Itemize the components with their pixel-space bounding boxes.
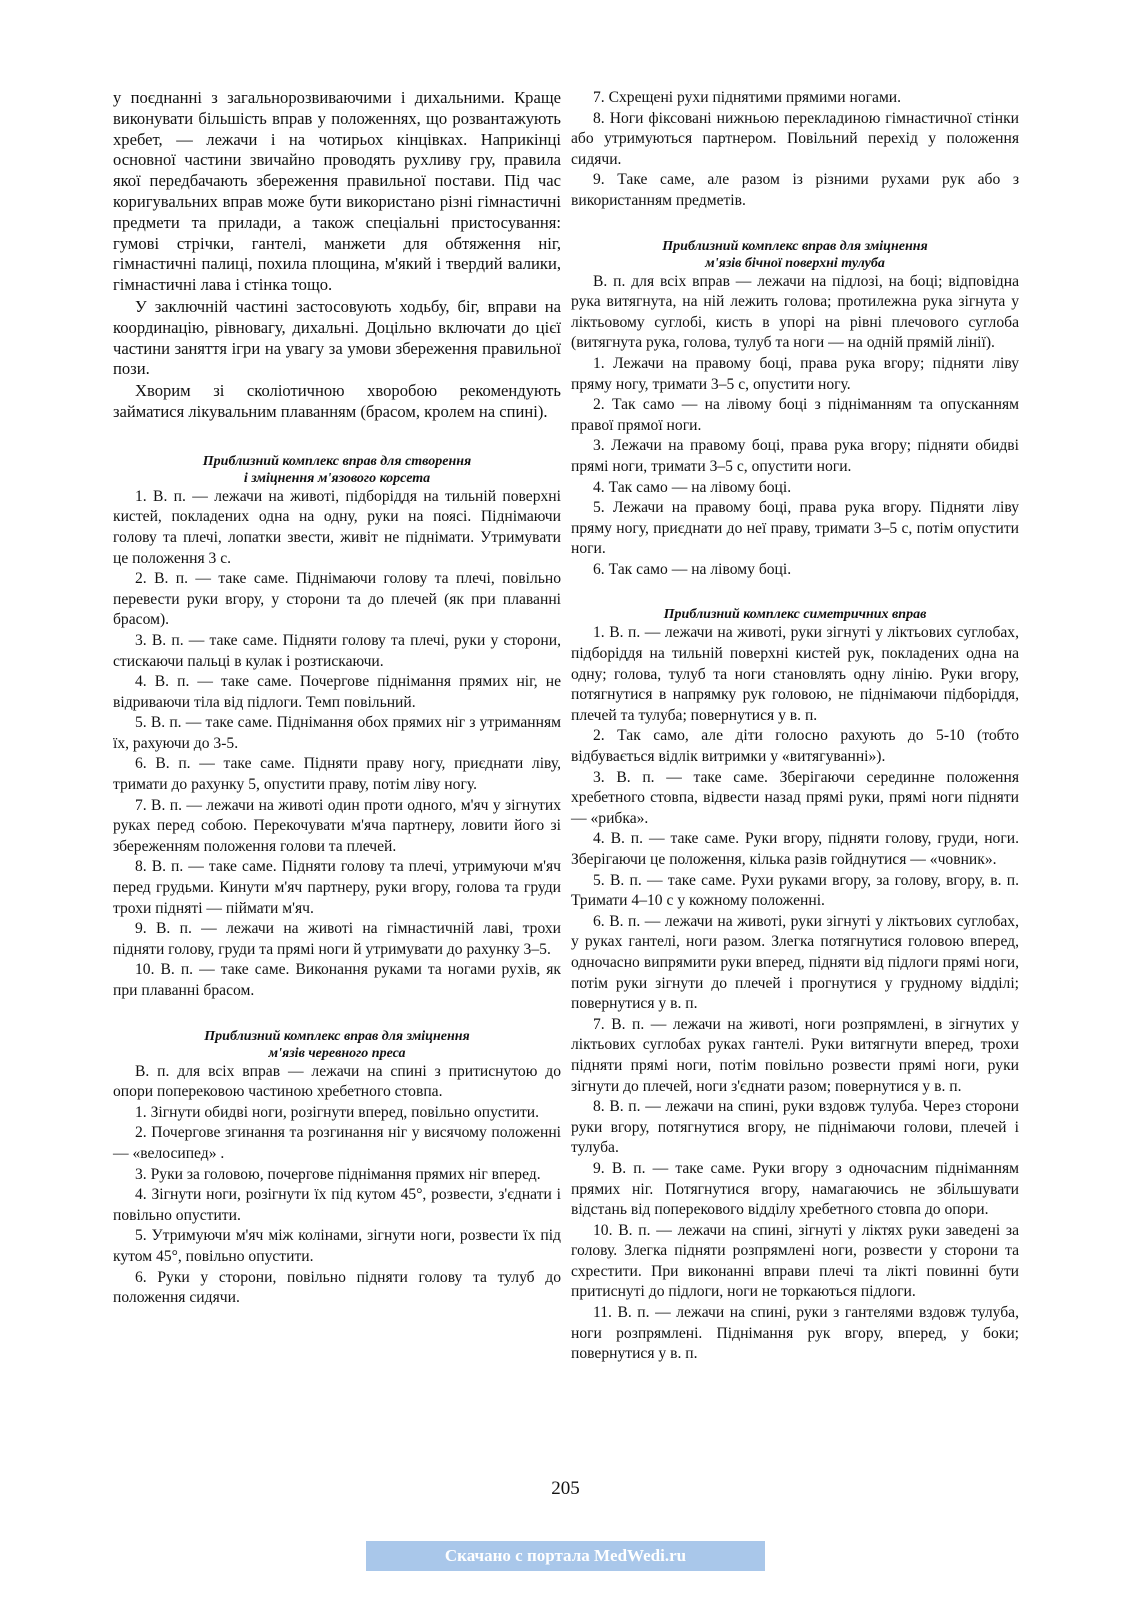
intro-text — [113, 88, 561, 423]
section-heading-line: Приблизний комплекс вправ для створення — [202, 453, 472, 469]
exercise-item: 1. Лежачи на правому боці, права рука вгору; підняти ліву пряму ногу, тримати 3–5 с, опустити ногу. — [571, 354, 1019, 393]
exercise-list — [571, 623, 1019, 1364]
exercise-item: 11. В. п. — лежачи на спині, руки з гантелями вздовж тулуба, ноги розпрямлені. Піднімання рук вгору, вперед, у боки; повернутися у в. п. — [571, 1304, 1019, 1363]
paragraph: Хворим зі сколіотичною хворобою рекомендують займатися лікувальним плаванням (брасом, кролем на спині). — [113, 381, 561, 421]
left-column — [113, 88, 561, 1309]
exercise-item: 8. В. п. — лежачи на спині, руки вздовж тулуба. Через сторони руки вгору, потягнутися вгору, не піднімаючи голови, плечей і тулуба. — [571, 1098, 1019, 1157]
exercise-item: 2. Так само — на лівому боці з підніманням та опусканням правої прямої ноги. — [571, 396, 1019, 434]
exercise-item: 2. Так само, але діти голосно рахують до 5-10 (тобто відбувається відлік витримки у «витягуванні»). — [571, 727, 1019, 766]
paragraph: У заключній частині застосовують ходьбу, біг, вправи на координацію, рівновагу, дихальні. Доцільно включати до цієї частини заняття ігри на увагу за умови збереження правильної пози. — [113, 296, 561, 379]
exercise-item: 3. В. п. — таке саме. Підняти голову та плечі, руки у сторони, стискаючи пальці в кулак і розтискаючи. — [113, 631, 561, 670]
section-heading — [113, 1028, 561, 1062]
exercise-item: 5. Утримуючи м'яч між колінами, зігнути ноги, розвести їх під кутом 45°, повільно опустити. — [113, 1227, 561, 1265]
exercise-item: 5. Лежачи на правому боці, права рука вгору. Підняти ліву пряму ногу, приєднати до неї праву, тримати 3–5 с, потім опустити ноги. — [571, 499, 1019, 558]
exercise-item: 2. В. п. — таке саме. Піднімаючи голову та плечі, повільно перевести руки вгору, у сторони та до плечей (як при плаванні брасом). — [113, 570, 561, 629]
exercise-item: 5. В. п. — таке саме. Піднімання обох прямих ніг з утриманням їх, рахуючи до 3-5. — [113, 714, 561, 752]
exercise-item: 10. В. п. — лежачи на спині, зігнуті у ліктях руки заведені за голову. Злегка підняти розпрямлені ноги, розвести у сторони та схрестити. При виконанні вправи плечі та лікті повинні бути притиснуті до підлоги, ноги не торкаються підлоги. — [571, 1221, 1019, 1301]
exercise-item: 6. Так само — на лівому боці. — [593, 560, 792, 578]
exercise-item: 6. Руки у сторони, повільно підняти голову та тулуб до положення сидячи. — [113, 1268, 561, 1307]
exercise-item: 3. Руки за головою, почергове піднімання прямих ніг вперед. — [135, 1165, 541, 1183]
exercise-item: 7. В. п. — лежачи на животі один проти одного, м'яч у зігнутих руках перед собою. Перекочувати м'яча партнеру, ловити його зі збереженням положення голови та плечей. — [113, 796, 561, 855]
section-heading-line: і зміцнення м'язового корсета — [243, 470, 431, 486]
exercise-item: 8. Ноги фіксовані нижньою перекладиною гімнастичної стінки або утримуються партнером. Повільний перехід у положення сидячи. — [571, 109, 1019, 168]
watermark-banner[interactable]: Скачано с портала MedWedi.ru — [366, 1541, 765, 1571]
section-heading-line: м'язів бічної поверхні тулуба — [705, 255, 885, 271]
exercise-item: 9. В. п. — лежачи на животі на гімнастичній лаві, трохи підняти голову, груди та прямі ноги й утримувати до рахунку 3–5. — [113, 920, 561, 958]
exercise-list — [571, 88, 1019, 212]
exercise-item: 5. В. п. — таке саме. Рухи руками вгору, за голову, вгору, в. п. Тримати 4–10 с у кожному положенні. — [571, 871, 1019, 910]
exercise-item: 4. Зігнути ноги, розігнути їх під кутом 45°, розвести, з'єднати і повільно опустити. — [113, 1186, 561, 1224]
paragraph: у поєднанні з загальнорозвиваючими і дихальними. Краще виконувати більшість вправ у положеннях, що розвантажують хребет, — лежачи і на чотирьох кінцівках. Наприкінці основної частини звичайно проводять рухливу гру, правила якої передбачають збереження правильної постави. Під час коригувальних вправ може бути використано різні гімнастичні предмети та прилади, а також спеціальні пристосування: гумові стрічки, гантелі, манжети для обтяження ніг, гімнастичні палиці, похила площина, м'який і твердий валики, гімнастичні лава і стінка тощо. — [113, 88, 561, 295]
exercise-item: 7. Схрещені рухи піднятими прямими ногами. — [593, 89, 902, 106]
exercise-item: 8. В. п. — таке саме. Підняти голову та плечі, утримуючи м'яч перед грудьми. Кинути м'яч партнеру, руки вгору, голова та груди трохи підняті — піймати м'яч. — [113, 858, 561, 917]
exercise-item: 3. В. п. — таке саме. Зберігаючи серединне положення хребетного стовпа, відвести назад прямі руки, прямі ноги підняти — «рибка». — [571, 768, 1019, 827]
section-heading — [571, 606, 1019, 623]
exercise-item: 3. Лежачи на правому боці, права рука вгору; підняти обидві прямі ноги, тримати 3–5 с, опустити ноги. — [571, 437, 1019, 475]
exercise-list — [113, 487, 561, 1002]
exercise-item: 2. Почергове згинання та розгинання ніг у висячому положенні — «велосипед» . — [113, 1124, 561, 1162]
page-number: 205 — [551, 1478, 580, 1499]
exercise-item: 4. Так само — на лівому боці. — [593, 478, 792, 496]
exercise-list — [113, 1062, 561, 1309]
exercise-item: 9. Таке саме, але разом із різними рухами рук або з використанням предметів. — [571, 171, 1019, 209]
exercise-item: 6. В. п. — лежачи на животі, руки зігнуті у ліктьових суглобах, у руках гантелі, ноги разом. Злегка потягнутися головою вперед, одночасно випрямити руки вперед, підняти від підлоги прямі ноги, потім руки зігнути до плечей і прогнутися у грудному відділі; повернутися у в. п. — [571, 912, 1019, 1013]
exercise-list — [571, 272, 1019, 581]
section-heading — [113, 453, 561, 487]
exercise-item: 6. В. п. — таке саме. Підняти праву ногу, приєднати ліву, тримати до рахунку 5, опустити праву, потім ліву ногу. — [113, 755, 561, 794]
exercise-item: 1. В. п. — лежачи на животі, руки зігнуті у ліктьових суглобах, підборіддя на тильній поверхні кистей рук, покладених одна на одну; голова, тулуб та ноги становлять одну лінію. Руки вгору, потягнутися в напрямку рук головою, не піднімаючи підборіддя, плечей та тулуба; повернутися у в. п. — [571, 624, 1019, 724]
section-heading-line: м'язів черевного преса — [268, 1045, 406, 1061]
exercise-item: 1. Зігнути обидві ноги, розігнути вперед, повільно опустити. — [135, 1103, 540, 1121]
exercise-item: 1. В. п. — лежачи на животі, підборіддя на тильній поверхні кистей, покладених одна на одну, руки на поясі. Піднімаючи голову та плечі, лопатки звести, живіт не піднімати. Утримувати це положення 3 с. — [113, 487, 561, 567]
exercise-item: В. п. для всіх вправ — лежачи на підлозі, на боці; відповідна рука витягнута, на ній лежить голова; протилежна рука зігнута у ліктьовому суглобі, кисть в упорі на рівні плечового суглоба (витягнута рука, голова, тулуб та ноги — на одній прямій лінії). — [571, 272, 1019, 352]
exercise-item: 9. В. п. — таке саме. Руки вгору з одночасним підніманням прямих ніг. Потягнутися вгору, намагаючись не збільшувати відстань від поперекового відділу хребетного стовпа до опори. — [571, 1159, 1019, 1219]
section-heading-line: Приблизний комплекс вправ для зміцнення — [662, 238, 928, 254]
exercise-item: 4. В. п. — таке саме. Руки вгору, підняти голову, груди, ноги. Зберігаючи це положення, кілька разів гойднутися — «човник». — [571, 830, 1019, 868]
right-column — [571, 88, 1019, 1365]
exercise-item: 4. В. п. — таке саме. Почергове піднімання прямих ніг, не відриваючи тіла від підлоги. Темп повільний. — [113, 673, 561, 711]
exercise-item: В. п. для всіх вправ — лежачи на спині з притиснутою до опори поперековою частиною хребетного стовпа. — [113, 1062, 561, 1101]
section-heading-line: Приблизний комплекс вправ для зміцнення — [204, 1028, 470, 1044]
section-heading-line: Приблизний комплекс симетричних вправ — [663, 607, 927, 623]
exercise-item: 10. В. п. — таке саме. Виконання руками та ногами рухів, як при плаванні брасом. — [113, 961, 561, 999]
section-heading — [571, 238, 1019, 272]
exercise-item: 7. В. п. — лежачи на животі, ноги розпрямлені, в зігнутих у ліктьових суглобах руках гантелі. Руки витягнути вперед, трохи підняти прямі ноги, потім повільно розвести прямі ноги, руки зігнути до плечей, ноги з'єднати разом; повернутися у в. п. — [571, 1015, 1019, 1095]
